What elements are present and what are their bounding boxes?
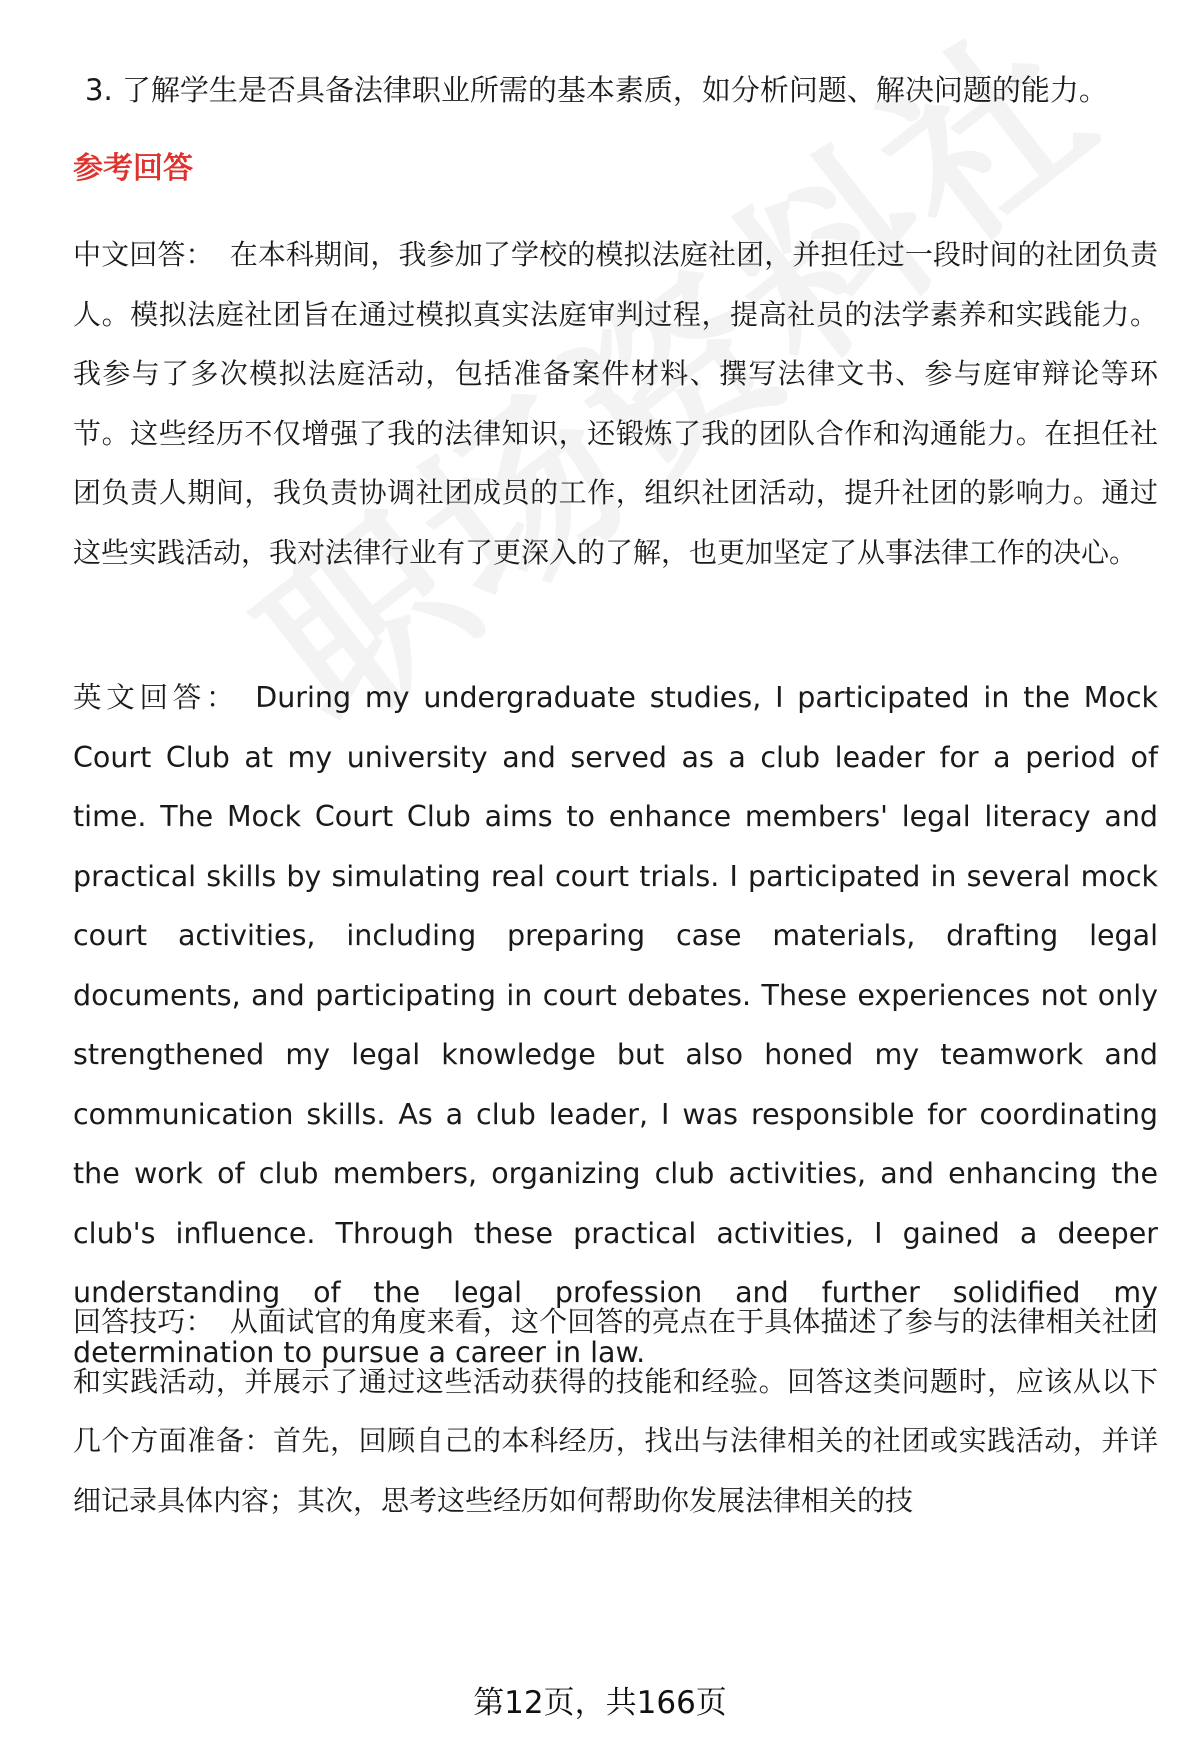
english-answer-label: 英文回答： [73, 681, 240, 714]
chinese-answer-text: 在本科期间，我参加了学校的模拟法庭社团，并担任过一段时间的社团负责人。模拟法庭社团旨在通过模拟真实法庭审判过程，提高社员的法学素养和实践能力。我参与了多次模拟法庭活动，包括准备案件材料、撰写法律文书、参与庭审辩论等环节。这些经历不仅增强了我的法律知识，还锻炼了我的团队合作和沟通能力。在担任社团负责人期间，我负责协调社团成员的工作，组织社团活动，提升社团的影响力。通过这些实践活动，我对法律行业有了更深入的了解，也更加坚定了从事法律工作的决心。 [73, 238, 1158, 569]
reference-answer-heading: 参考回答 [73, 151, 193, 186]
chinese-answer-label: 中文回答： [73, 238, 214, 271]
page-number: 第12页，共166页 [473, 1685, 727, 1721]
list-item-3: 3. 了解学生是否具备法律职业所需的基本素质，如分析问题、解决问题的能力。 [85, 73, 1108, 107]
english-answer-paragraph [73, 668, 1158, 1382]
answer-tips-text: 从面试官的角度来看，这个回答的亮点在于具体描述了参与的法律相关社团和实践活动，并展示了通过这些活动获得的技能和经验。回答这类问题时，应该从以下几个方面准备：首先，回顾自己的本科经历，找出与法律相关的社团或实践活动，并详细记录具体内容；其次，思考这些经历如何帮助你发展法律相关的技 [73, 1305, 1158, 1517]
english-answer-text: During my undergraduate studies, I participated in the Mock Court Club at my university and served as a club leader for a period of time. The Mock Court Club aims to enhance members' legal literacy and practical skills by simulating real court trials. I participated in several mock court activities, including preparing case materials, drafting legal documents, and participating in court debates. These experiences not only strengthened my legal knowledge but also honed my teamwork and communication skills. As a club leader, I was responsible for coordinating the work of club members, organizing club activities, and enhancing the club's influence. Through these practical activities, I gained a deeper understanding of the legal profession and further solidified my determination to pursue a career in law. [73, 681, 1158, 1369]
answer-tips-paragraph [73, 1292, 1158, 1530]
chinese-answer-paragraph [73, 225, 1158, 582]
answer-tips-label: 回答技巧： [73, 1305, 214, 1338]
